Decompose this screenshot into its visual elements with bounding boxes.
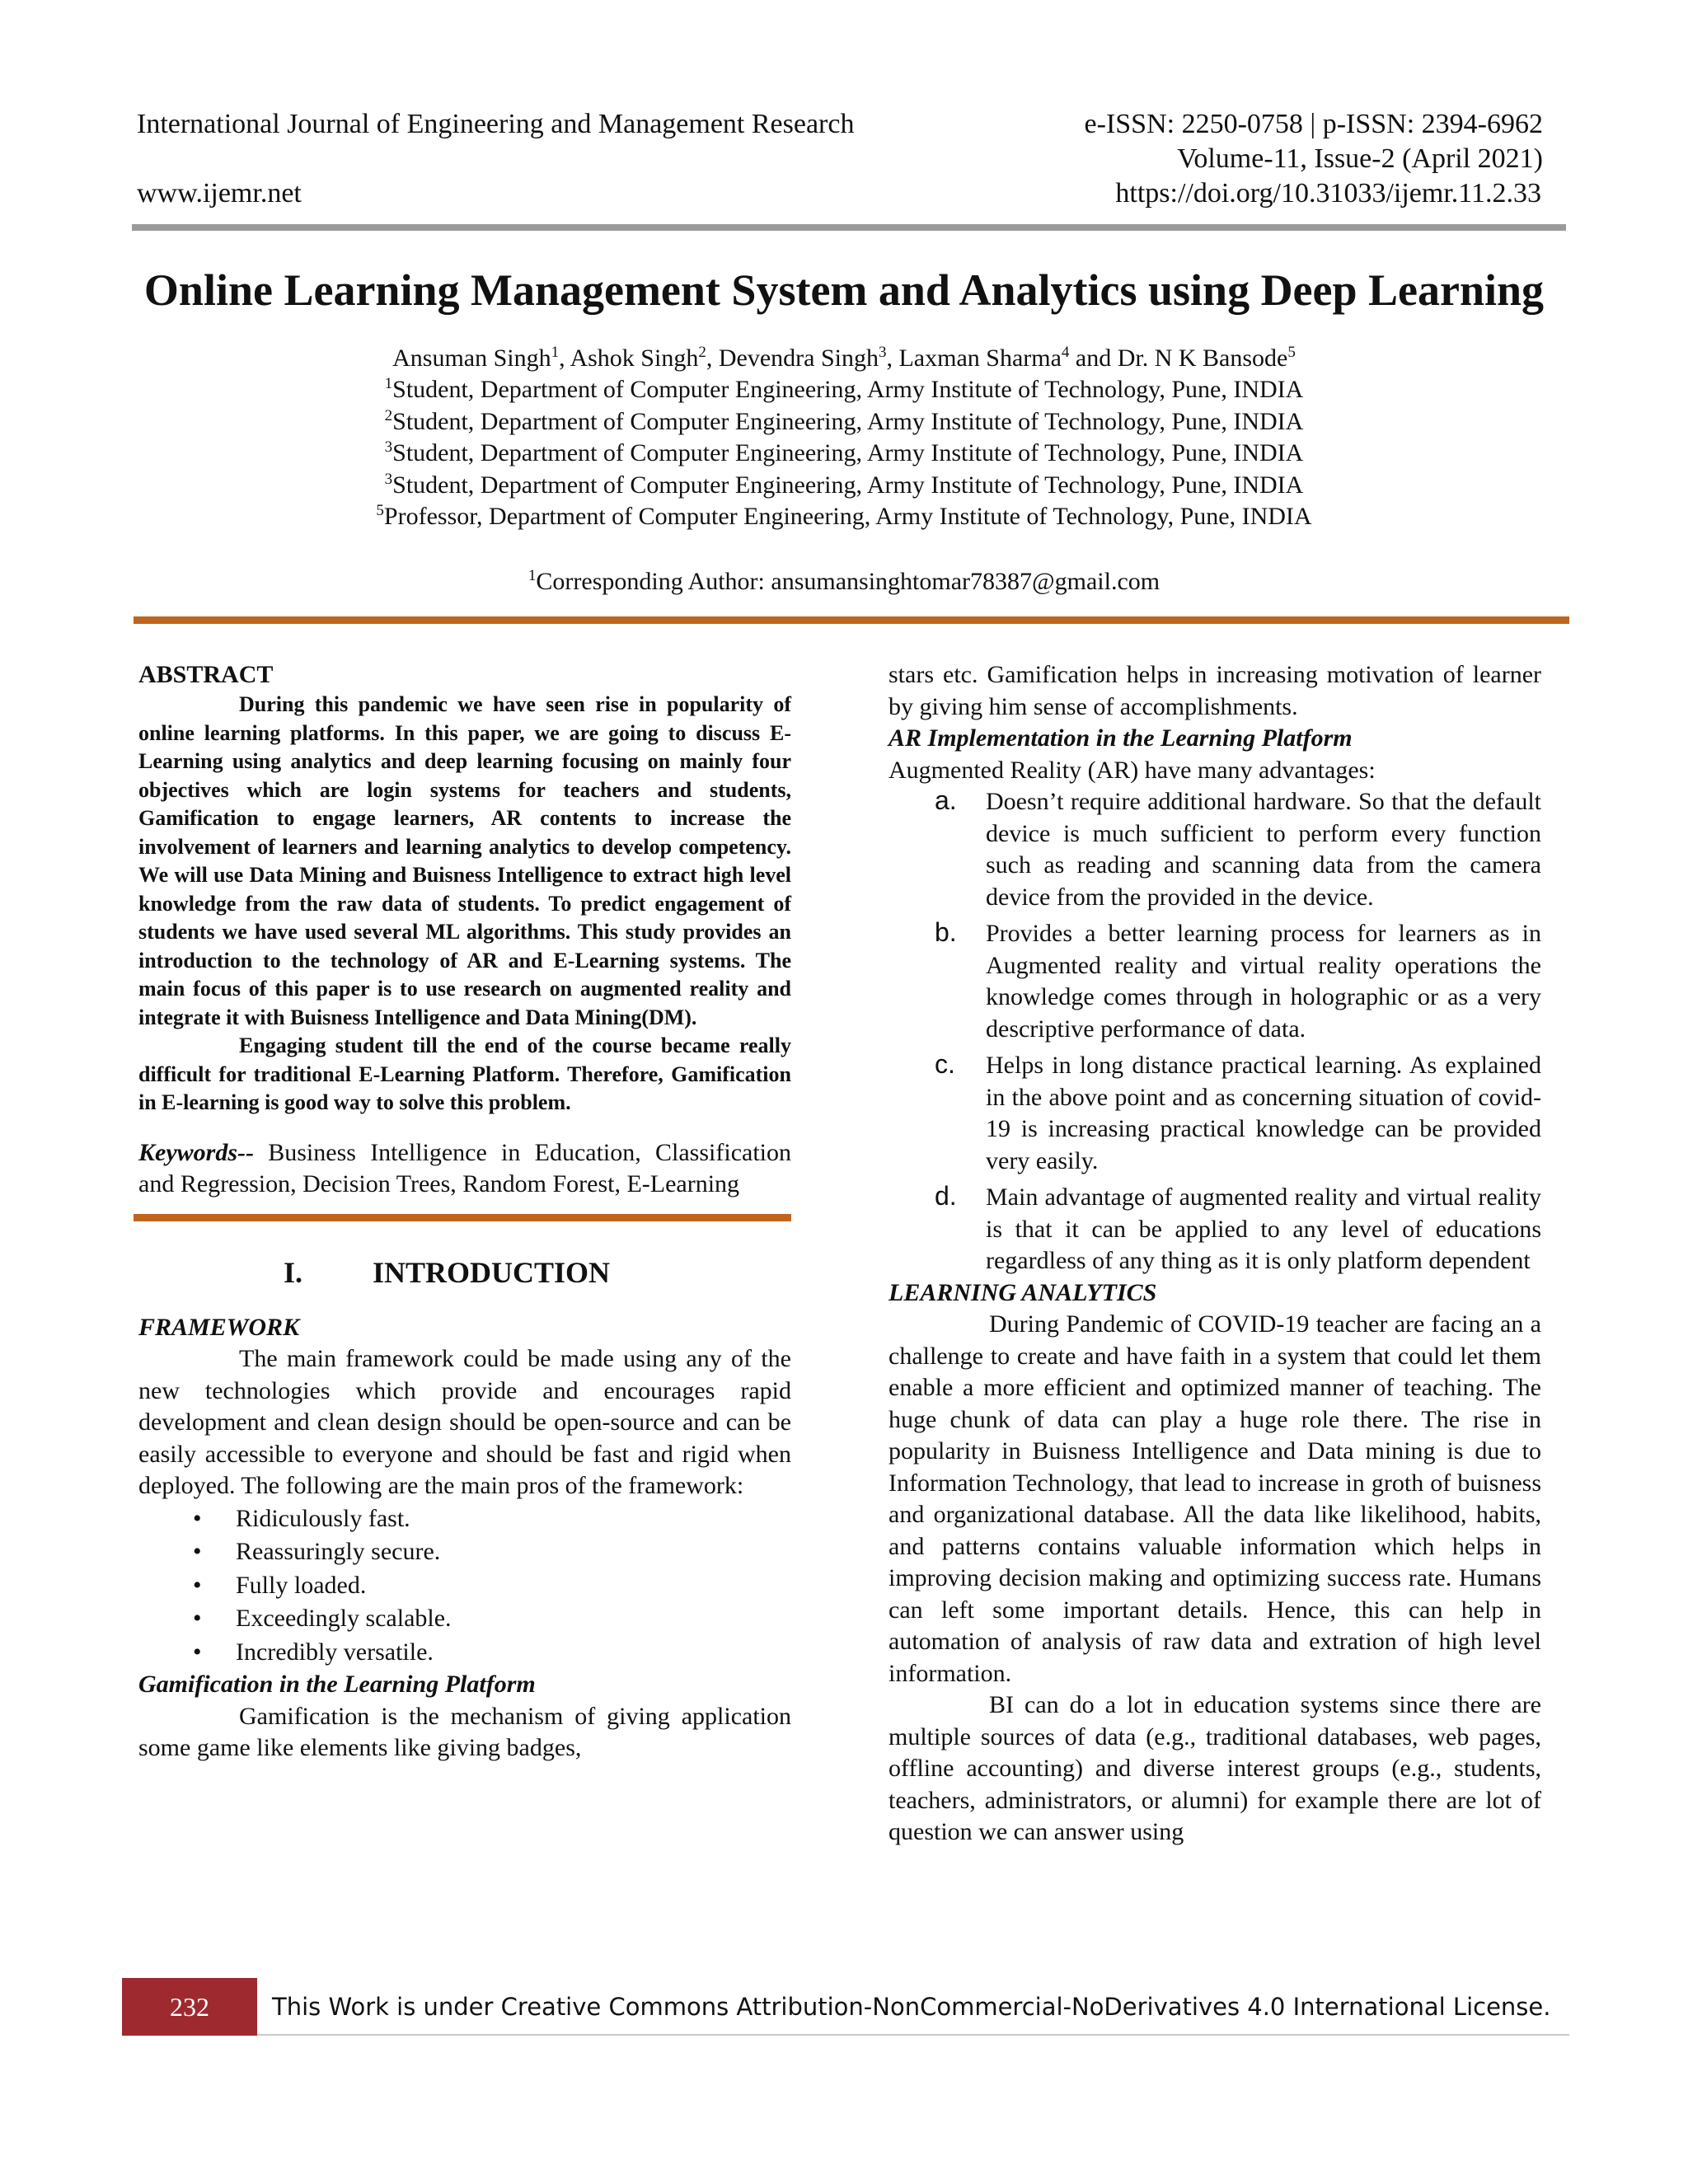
header-divider [132,224,1566,231]
affiliation-line: $^5$Professor, Department of Computer Engineering, Army Institute of Technology, Pune, INDIA [376,502,1312,530]
affiliation-line: $^3$Student, Department of Computer Engineering, Army Institute of Technology, Pune, INDIA [384,470,1304,499]
list-item: c. Helps in long distance practical learning. As explained in the above point and as concerning situation of covid-19 is increasing practical knowledge can be provided very easily. [935,1049,1541,1174]
footer-divider [257,2034,1569,2036]
abstract-paragraph: During this pandemic we have seen rise in popularity of online learning platforms. In this paper, we are going to discuss E-Learning using analytics and deep learning focusing on mainly four objectives which are login systems for teachers and students, Gamification to engage learners, AR contents to increase the involvement of learners and learning analytics to develop competency. We will use Data Mining and Buisness Intelligence to extract high level knowledge from the raw data of students. To predict engagement of students we have used several ML algorithms. This study provides an introduction to the technology of AR and E-Learning systems. The main focus of this paper is to use research on augmented reality and integrate it with Buisness Intelligence and Data Mining(DM). [138,692,791,1029]
right-column [889,659,1541,1849]
list-marker: a. [935,785,957,815]
license-text: This Work is under Creative Commons Attribution-NonCommercial-NoDerivatives 4.0 International License. [272,1993,1551,2021]
list-item: • Exceedingly scalable. [138,1602,791,1636]
affiliation-line: $^1$Student, Department of Computer Engineering, Army Institute of Technology, Pune, INDIA [384,375,1304,403]
gamification-paragraph: Gamification is the mechanism of giving application some game like elements like giving badges, [138,1702,791,1761]
keywords [138,1137,791,1201]
list-item: d. Main advantage of augmented reality and virtual reality is that it can be applied to any level of educations regardless of any thing as it is only platform dependent [935,1181,1541,1274]
learning-analytics-paragraph: During Pandemic of COVID-19 teacher are facing an a challenge to create and have faith in a system that could let them enable a more efficient and optimized manner of teaching. The huge chunk of data can play a huge role there. The rise in popularity in Buisness Intelligence and Data mining is due to Information Technology, that lead to increase in groth of buisness and organizational database. All the data like likelihood, habits, and patterns contains valuable information which helps in improving decision making and optimizing success rate. Humans can left some important details. Hence, this can help in automation of analysis of raw data and extration of high level information. [889,1310,1541,1687]
list-item: • Reassuringly secure. [138,1535,791,1569]
ar-intro: Augmented Reality (AR) have many advantages: [889,756,1376,784]
page-number: 232 [170,1992,209,2022]
issn-info: e-ISSN: 2250-0758 | p-ISSN: 2394-6962 [1084,109,1543,139]
abstract-divider [134,1214,791,1221]
list-marker: b. [935,917,957,947]
paper-title: Online Learning Management System and Analytics using Deep Learning [143,265,1545,315]
framework-pros-list [138,1502,791,1670]
journal-name: International Journal of Engineering and Management Research [137,109,855,139]
affiliation-line: $^3$Student, Department of Computer Engineering, Army Institute of Technology, Pune, INDIA [384,438,1304,466]
left-column [138,659,791,1765]
abstract-paragraph: Engaging student till the end of the course became really difficult for traditional E-Learning Platform. Therefore, Gamification in E-learning is good way to solve this problem. [138,1033,791,1114]
title-divider [134,616,1569,624]
bullet-icon: • [193,1638,202,1666]
list-marker: d. [935,1181,957,1211]
ar-heading: AR Implementation in the Learning Platform [889,724,1353,752]
volume-info: Volume-11, Issue-2 (April 2021) [1177,143,1543,174]
bullet-icon: • [193,1571,202,1599]
list-item: b. Provides a better learning process for learners as in Augmented reality and virtual reality operations the knowledge comes through in holographic or as a very descriptive performance of data. [935,917,1541,1043]
list-item: a. Doesn’t require additional hardware. So that the default device is much sufficient to perform every function such as reading and scanning data from the camera device from the provided in the device. [935,785,1541,911]
framework-heading: FRAMEWORK [138,1313,300,1341]
page-number-box [122,1978,257,2036]
bullet-icon: • [193,1504,202,1532]
learning-analytics-heading: LEARNING ANALYTICS [889,1278,1157,1306]
bullet-icon: • [193,1605,202,1632]
list-item: • Incredibly versatile. [138,1636,791,1670]
list-item: • Fully loaded. [138,1569,791,1603]
gamification-heading: Gamification in the Learning Platform [138,1671,536,1698]
journal-website[interactable]: www.ijemr.net [137,178,302,209]
corresponding-author: $^1$Corresponding Author: ansumansinghtomar78387@gmail.com [528,567,1160,595]
doi-link[interactable]: https://doi.org/10.31033/ijemr.11.2.33 [1115,178,1541,209]
affiliation-list [0,374,1688,533]
keywords-text: Business Intelligence in Education, Classification and Regression, Decision Trees, Random Forest, E-Learning [138,1138,791,1197]
abstract-heading: ABSTRACT [138,661,274,688]
list-marker: c. [935,1049,955,1079]
gamification-paragraph-cont: stars etc. Gamification helps in increasing motivation of learner by giving him sense of accomplishments. [889,661,1541,720]
framework-paragraph: The main framework could be made using any of the new technologies which provide and encourages rapid development and clean design should be open-source and can be easily accessible to everyone and should be fast and rigid when deployed. The following are the main pros of the framework: [138,1345,791,1499]
keywords-label: Keywords-- [138,1138,254,1166]
bullet-icon: • [193,1538,202,1565]
section-heading-introduction: I. INTRODUCTION [284,1255,611,1289]
author-list: Ansuman Singh$^1$, Ashok Singh$^2$, Devendra Singh$^3$, Laxman Sharma$^4$ and Dr. N K Bansode$^5$ [392,344,1296,372]
affiliation-line: $^2$Student, Department of Computer Engineering, Army Institute of Technology, Pune, INDIA [384,406,1304,435]
list-item: • Ridiculously fast. [138,1502,791,1536]
learning-analytics-paragraph: BI can do a lot in education systems since there are multiple sources of data (e.g., traditional databases, web pages, offline accounting) and diverse interest groups (e.g., students, teachers, administrators, or alumni) for example there are lot of question we can answer using [889,1691,1541,1845]
ar-advantages-list [889,786,1541,1277]
